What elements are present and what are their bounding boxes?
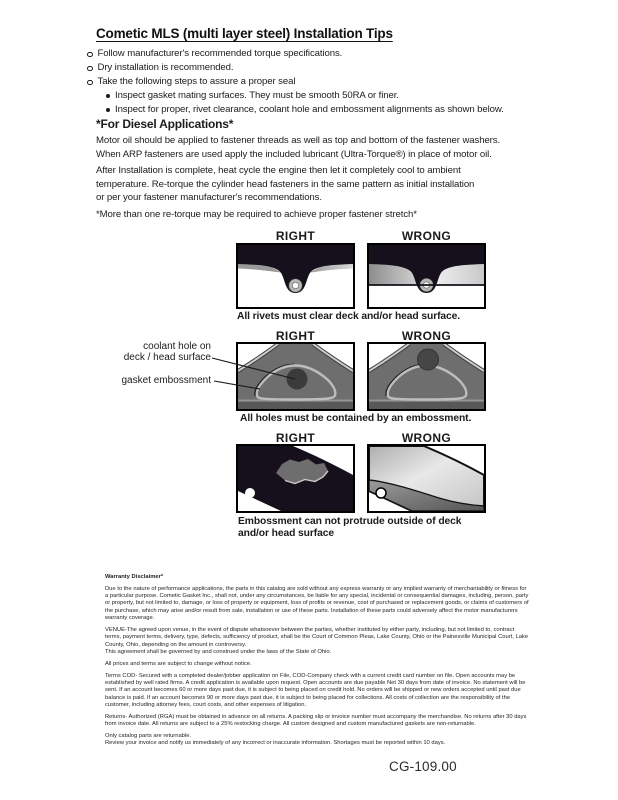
disclaimer-paragraph: All prices and terms are subject to change without notice. <box>105 660 252 667</box>
coolant-hole <box>287 369 308 390</box>
right-label: RIGHT <box>275 329 316 343</box>
list-item <box>87 61 504 75</box>
annotation-line: coolant hole on <box>143 341 211 352</box>
bullet-text: Take the following steps to assure a proper seal <box>97 76 296 87</box>
disclaimer-paragraph: Review your invoice and notify us immediately of any incorrect or inaccurate information. Shortages must be reported within 10 days. <box>105 740 446 747</box>
page-code: CG-109.00 <box>389 759 457 774</box>
bullet-text: Dry installation is recommended. <box>97 62 234 73</box>
paragraph-line: temperature. Re-torque the cylinder head fasteners in the same pattern as initial installation <box>96 178 475 190</box>
caption-line: Embossment can not protrude outside of deck <box>238 516 462 527</box>
right-label: RIGHT <box>275 229 316 243</box>
row1-caption: All rivets must clear deck and/or head surface. <box>237 311 461 322</box>
disclaimer-paragraph: Only catalog parts are returnable. <box>105 732 192 739</box>
row2-caption: All holes must be contained by an embossment. <box>240 413 472 424</box>
filled-bullet-icon <box>106 108 110 112</box>
paragraph-line: When ARP fasteners are used apply the included lubricant (Ultra-Torque®) in place of motor oil. <box>96 148 492 160</box>
gasket-embossment-annotation: gasket embossment <box>121 375 211 386</box>
diagram-embossment-wrong <box>367 342 486 411</box>
disclaimer-paragraph: Terms COD- Secured with a completed dealer/jobber application on File, COD-Company check with a current credit card number on file. Open accounts may be established by well rated firms. A credit application is available upon request. Open accounts are due payable Net 30 days from date of invoice. No statement will be sent. If an account becomes 60 or more days past due, it is subject to being placed on credit hold. No orders will be shipped or new orders accepted until past due balance is paid. If an account becomes 90 or more days past due, it is subject to being placed for collections. All costs of collection are the responsibility of the customer, including attorney fees, court costs, and other expenses of litigation. <box>105 672 526 708</box>
coolant-hole-annotation <box>96 342 211 363</box>
paragraph-line: Motor oil should be applied to fastener threads as well as top and bottom of the fastener washers. <box>96 135 501 146</box>
annotation-line: deck / head surface <box>123 351 211 363</box>
wrong-label: WRONG <box>401 229 452 243</box>
filled-bullet-icon <box>106 94 110 98</box>
fine-print-block <box>105 574 531 752</box>
bullet-text: Follow manufacturer's recommended torque specifications. <box>97 48 343 59</box>
diesel-heading: *For Diesel Applications* <box>96 117 234 131</box>
list-item <box>106 89 504 103</box>
diagram-rivet-right <box>236 243 355 309</box>
bullet-text: Inspect for proper, rivet clearance, coolant hole and embossment alignments as shown below. <box>115 104 504 115</box>
open-bullet-icon <box>87 80 93 86</box>
paragraph-line: or per your fastener manufacturer's recommendations. <box>96 192 322 204</box>
diesel-paragraph-2 <box>96 164 474 205</box>
bolt-hole <box>245 488 255 498</box>
list-item <box>106 103 504 117</box>
deck-edge-dark <box>238 402 353 409</box>
page-title: Cometic MLS (multi layer steel) Installation Tips <box>96 26 393 41</box>
diagram-row3 <box>236 444 486 513</box>
diagram-rivet-wrong <box>367 243 486 309</box>
paragraph-line: After Installation is complete, heat cycle the engine then let it completely cool to ambient <box>96 165 461 176</box>
coolant-hole <box>418 349 439 370</box>
disclaimer-paragraph: Due to the nature of performance applications, the parts in this catalog are sold without any express warranty or any implied warranty of merchantability or fitness for a particular purpose. Cometic Gasket Inc., shall not, under any circumstances, be liable for any special, incidental or consequential damages, including, person, party or property, but not limited to, damage, or loss of property or equipment, loss of profits or revenue, cost of purchased or replacement goods, or claims of customers of the purchase, which may arise and/or result from sale, installation or use of these parts. Installation of these parts could adversely affect the motor manufacturers warranty coverage. <box>105 585 529 622</box>
row3-caption <box>238 516 461 540</box>
open-bullet-icon <box>87 66 93 72</box>
rivet-center <box>292 282 298 288</box>
list-item <box>87 47 504 61</box>
diagram-row1 <box>236 243 486 309</box>
retorque-note: *More than one re-torque may be required to achieve proper fastener stretch* <box>96 209 417 220</box>
wrong-label: WRONG <box>401 329 452 343</box>
bolt-hole <box>376 488 386 498</box>
list-item <box>87 75 504 89</box>
disclaimer-paragraph: This agreement shall be governed by and construed under the laws of the State of Ohio. <box>105 648 332 655</box>
disclaimer-paragraph: VENUE-The agreed upon venue, in the event of dispute whatsoever between the parties, whether instituted by either party, including, but not limited to, contract terms, payment terms, delivery, type, defects, sufficiency of product, shall be the Court of Common Pleas, Lake County, Ohio or the Painesville Municipal Court, Lake County, Ohio, depending on the amount in controversy. <box>105 626 529 648</box>
diagram-embossment-right <box>236 342 355 411</box>
diagram-protrude-right <box>236 444 355 513</box>
bullet-text: Inspect gasket mating surfaces. They must be smooth 50RA or finer. <box>115 90 399 101</box>
deck-edge-dark <box>369 402 484 409</box>
warranty-disclaimer-heading: Warranty Disclaimer* <box>105 574 164 580</box>
caption-line: and/or head surface <box>238 528 334 539</box>
wrong-label: WRONG <box>401 431 452 445</box>
diagram-protrude-wrong <box>367 444 486 513</box>
disclaimer-paragraph: Returns- Authorized (RGA) must be obtained in advance on all returns. A packing slip or invoice number must accompany the merchandise. No returns after 30 days from invoice date. All returns are subject to a 25% restocking charge. All custom designed and custom manufactured gaskets are non-returnable. <box>105 713 527 728</box>
diesel-paragraph-1 <box>96 134 500 161</box>
diagram-row2 <box>236 342 486 411</box>
open-bullet-icon <box>87 52 93 58</box>
installation-tips-list <box>87 47 504 117</box>
right-label: RIGHT <box>275 431 316 445</box>
